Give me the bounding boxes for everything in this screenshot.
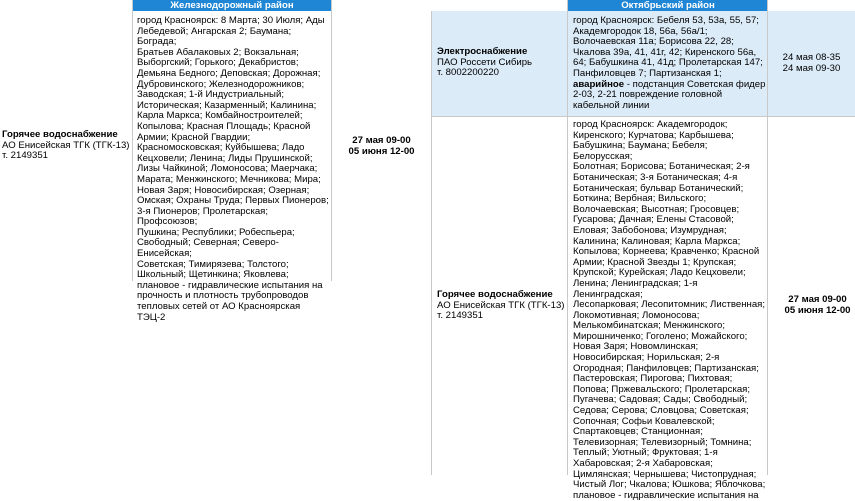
addr-line: Теплый; Уютный; Фруктовая; 1-я <box>573 447 718 459</box>
emergency-text: - подстанция Советская фидер <box>624 78 766 90</box>
addr-line: Новая Заря; Новомлинская; <box>573 341 699 353</box>
addr-line: Марата; Менжинского; Мечникова; Мира; <box>137 173 321 185</box>
left-date-end: 05 июня 12-00 <box>348 145 415 157</box>
addr-line: Армии; Красной Гвардии; <box>137 131 251 143</box>
addr-line: Спартаковцев; Станционная; <box>573 426 703 438</box>
addr-line: Локомотивная; Ломоносова; <box>573 309 700 321</box>
right-row2-address-cell <box>573 120 766 501</box>
left-service-phone: т. 2149351 <box>2 150 49 162</box>
addr-line: Лесопарковая; Лесопитомник; Лиственная; <box>573 299 766 311</box>
addr-line: Киренского; Курчатова; Карбышева; <box>573 129 734 141</box>
addr-line: Демьяна Бедного; Деповская; Дорожная; <box>137 67 321 79</box>
left-service-type: Горячее водоснабжение <box>2 129 118 140</box>
addr-line: Омская; Охраны Труда; Первых Пионеров; <box>137 195 329 207</box>
addr-line: Копылова; Красная Площадь; Красной <box>137 120 311 132</box>
addr-line: Ботаническая; бульвар Ботанический; <box>573 182 744 194</box>
addr-line: Дубровинского; Железнодорожников; <box>137 78 305 90</box>
addr-line: Волочаевская; Высотная; Гросовцев; <box>573 203 740 215</box>
left-service-org: АО Енисейская ТГК (ТГК-13) <box>2 139 130 151</box>
left-date-start: 27 мая 09-00 <box>352 135 411 146</box>
addr-line: Мирошниченко; Гоголено; Можайского; <box>573 330 748 342</box>
addr-line: прочность и плотность трубопроводов <box>137 290 309 302</box>
left-service-cell <box>2 130 130 162</box>
addr-line: Телевизорная; Телевизорный; Томнина; <box>573 436 752 448</box>
addr-line: город Красноярск: Бебеля 53, 53а, 55, 57; <box>573 15 759 26</box>
addr-line: Седова; Серова; Словцова; Советская; <box>573 405 749 417</box>
addr-line: Кецховели; Ленина; Лиды Прушинской; <box>137 152 313 164</box>
addr-line: Еловая; Забобонова; Изумрудная; <box>573 224 727 236</box>
right-row1-service-cell <box>437 47 565 79</box>
addr-line: кабельной линии <box>573 99 650 111</box>
addr-line: Ботаническая; 3-я Ботаническая; 4-я <box>573 171 738 183</box>
addr-line: Академгородок 18, 56а, 56а/1; <box>573 25 708 37</box>
addr-line: Калинина; Калиновая; Карла Маркса; <box>573 235 741 247</box>
addr-line: 2-03, 2-21 повреждение головной <box>573 89 723 101</box>
left-address-cell <box>137 16 329 323</box>
addr-line: Мелькомбинатская; Менжинского; <box>573 320 726 332</box>
left-divider-1 <box>132 0 133 281</box>
addr-line: Красномосковская; Куйбышева; Ладо <box>137 142 305 154</box>
addr-line: Гусарова; Дачная; Елены Стасовой; <box>573 214 734 226</box>
addr-line: Бабушкина; Баумана; Бебеля; Белорусская; <box>573 140 708 162</box>
right-district-header <box>568 0 768 11</box>
addr-line: Хабаровская; 2-я Хабаровская; <box>573 458 713 469</box>
right-row1-type: Электроснабжение <box>437 46 528 57</box>
left-district-header <box>133 0 331 11</box>
addr-line: город Красноярск: 8 Марта; 30 Июля; Ады <box>137 15 325 26</box>
left-district-title: Железнодорожный район <box>170 0 294 11</box>
right-row2-phone: т. 2149351 <box>437 310 484 322</box>
right-row2-type: Горячее водоснабжение <box>437 289 553 300</box>
right-row2-date-start: 27 мая 09-00 <box>788 294 847 305</box>
addr-line: Карла Маркса; Комбайностроителей; <box>137 110 303 122</box>
addr-line: Огородная; Панфиловцев; Партизанская; <box>573 362 759 374</box>
addr-line: Панфиловцев 7; Партизанская 1; <box>573 67 722 79</box>
addr-line: Новосибирская; Норильская; 2-я <box>573 352 720 364</box>
addr-line: Братьев Абалаковых 2; Вокзальная; <box>137 46 299 58</box>
emergency-label: аварийное <box>573 78 625 90</box>
addr-line: Боткина; Вербная; Вильского; <box>573 193 707 205</box>
addr-line: Пастеровская; Пирогова; Пихтовая; <box>573 373 733 385</box>
addr-line: Ленина; Ленинградская; 1-я Ленинградская; <box>573 277 698 300</box>
left-dates-cell <box>332 136 431 157</box>
addr-line: Цимлянская; Чернышева; Чистопрудная; <box>573 468 757 480</box>
addr-line: тепловых сетей от АО Красноярская ТЭЦ-2 <box>137 301 301 323</box>
addr-line: Школьный; Щетинкина; Яковлева; <box>137 269 289 281</box>
addr-line: Волочаевская 11а; Борисова 22, 28; <box>573 36 734 48</box>
right-row1-dates-cell <box>768 53 855 74</box>
addr-line: Чистый Лог; Чкалова; Юшкова; Яблочкова; <box>573 479 766 491</box>
addr-line: Лизы Чайкиной; Ломоносова; Маерчака; <box>137 163 318 175</box>
addr-line: Армии; Красной Звезды 1; Крупская; <box>573 256 737 268</box>
addr-line: Пушкина; Республики; Робеспьера; <box>137 226 295 238</box>
right-row1-phone: т. 8002200220 <box>437 67 500 79</box>
addr-line: 3-я Пионеров; Пролетарская; Профсоюзов; <box>137 205 269 228</box>
right-row2-dates-cell <box>768 295 855 316</box>
right-divider-1 <box>431 11 432 475</box>
right-row-divider <box>432 116 855 117</box>
addr-line: Новая Заря; Новосибирская; Озерная; <box>137 184 310 196</box>
right-district-title: Октябрьский район <box>621 0 715 11</box>
right-row2-org: АО Енисейская ТГК (ТГК-13) <box>437 299 565 311</box>
addr-line: 64; Бабушкина 41, 41д; Пролетарская 147; <box>573 57 763 69</box>
addr-line: город Красноярск: Академгородок; <box>573 119 728 130</box>
addr-line: Свободный; Северная; Северо-Енисейская; <box>137 237 279 260</box>
right-row2-date-end: 05 июня 12-00 <box>784 304 851 316</box>
addr-line: плановое - гидравлические испытания на <box>573 489 759 501</box>
addr-line: Советская; Тимирязева; Толстого; <box>137 258 289 270</box>
right-row1-org: ПАО Россети Сибирь <box>437 56 533 68</box>
addr-line: Выборгский; Горького; Декабристов; <box>137 57 299 69</box>
addr-line: Заводская; 1-й Индустриальный; <box>137 89 284 101</box>
addr-line: Лебедевой; Ангарская 2; Баумана; Бограда; <box>137 25 292 48</box>
right-row1-date-start: 24 мая 08-35 <box>782 52 841 63</box>
right-row1-address-cell <box>573 16 766 111</box>
addr-line: Попова; Пржевальского; Пролетарская; <box>573 383 751 395</box>
addr-line: Историческая; Казарменный; Калинина; <box>137 99 317 111</box>
addr-line: Чкалова 39а, 41, 41г, 42; Киренского 56а, <box>573 46 757 58</box>
addr-line: Крупской; Курейская; Ладо Кецховели; <box>573 267 746 279</box>
addr-line: Болотная; Борисова; Ботаническая; 2-я <box>573 161 750 173</box>
right-row1-date-end: 24 мая 09-30 <box>782 62 841 74</box>
addr-line: плановое - гидравлические испытания на <box>137 279 323 291</box>
addr-line: Сопочная; Софьи Ковалевской; <box>573 415 715 427</box>
right-row2-service-cell <box>437 290 565 322</box>
addr-line: Пугачева; Садовая; Сады; Свободный; <box>573 394 748 406</box>
addr-line: Копылова; Корнеева; Кравченко; Красной <box>573 246 760 258</box>
right-divider-2 <box>567 0 568 475</box>
